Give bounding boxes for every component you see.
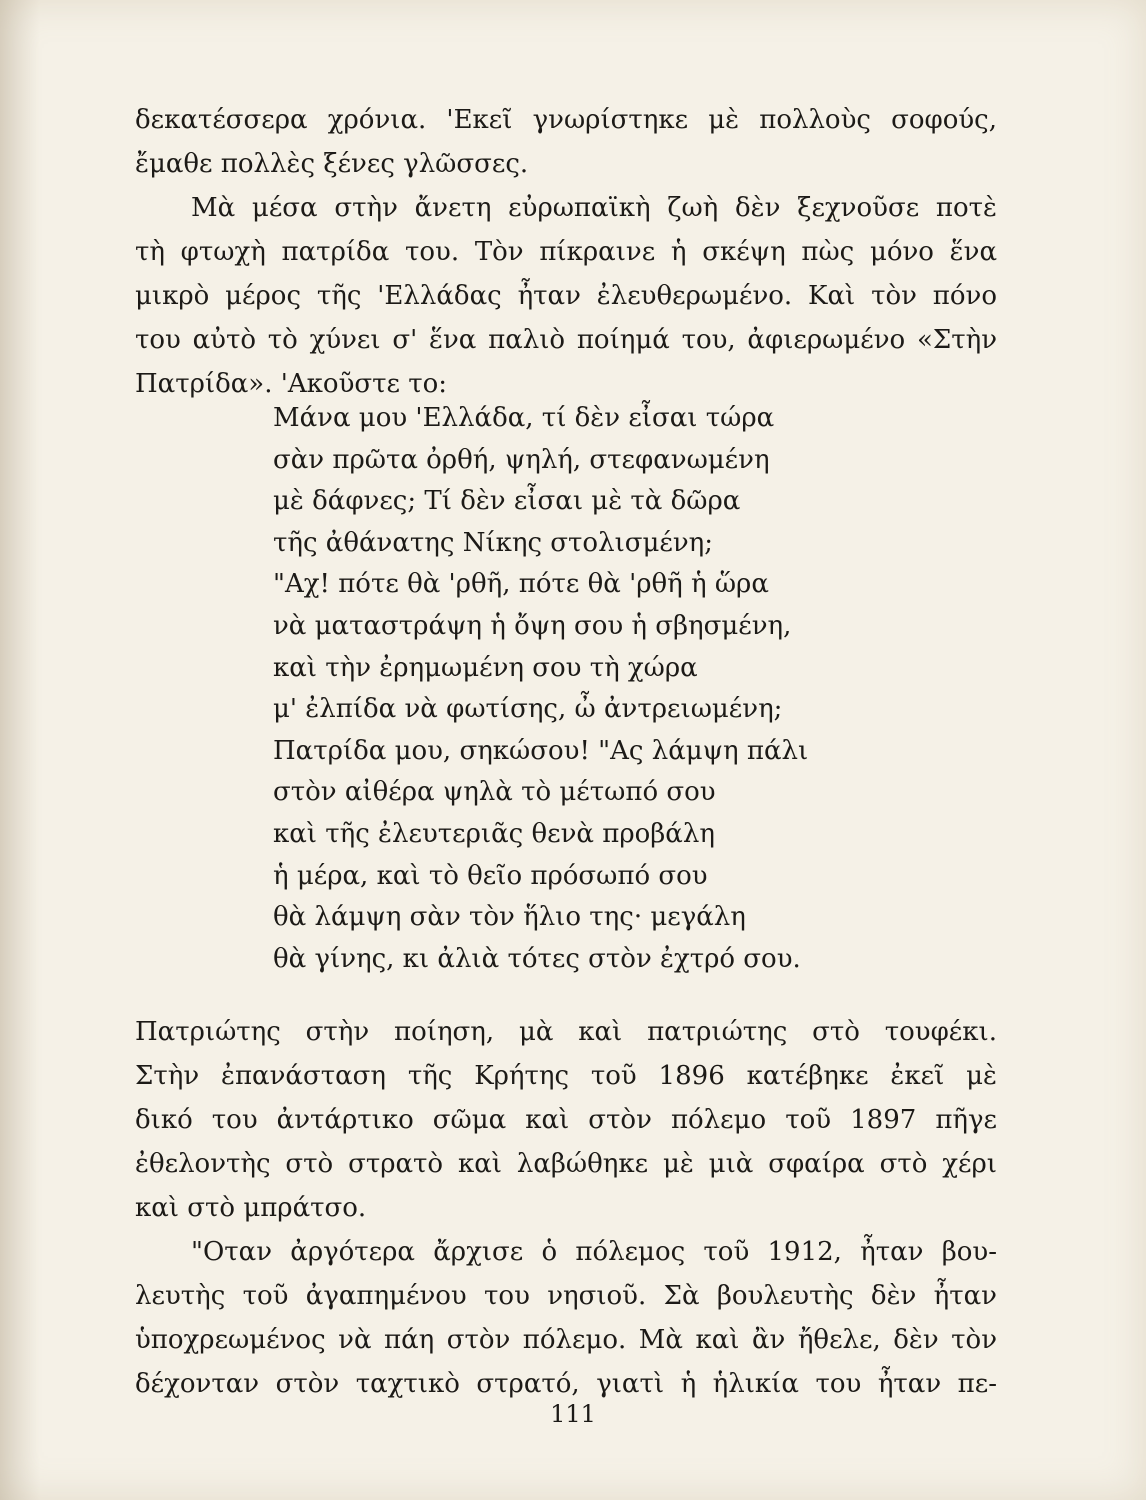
poem-line: σὰν πρῶτα ὀρθή, ψηλή, στεφανωμένη <box>273 444 770 475</box>
page-edge-shadow <box>0 0 40 1500</box>
page-number: 111 <box>550 1400 596 1428</box>
text-line: δέχονταν στὸν ταχτικὸ στρατό, γιατὶ ἡ ἡλικία του ἦταν πε- <box>135 1369 997 1399</box>
text-line: Στὴν ἐπανάσταση τῆς Κρήτης τοῦ 1896 κατέβηκε ἐκεῖ μὲ <box>135 1061 997 1091</box>
poem-line: καὶ τῆς ἐλευτεριᾶς θενὰ προβάλη <box>273 818 715 849</box>
poem-line: νὰ ματαστράψη ἡ ὄψη σου ἡ σβησμένη, <box>273 610 792 641</box>
poem-line: μ' ἐλπίδα νὰ φωτίσης, ὦ ἀντρειωμένη; <box>273 694 783 725</box>
text-line: "Οταν ἀργότερα ἄρχισε ὁ πόλεμος τοῦ 1912, ἦταν βου- <box>191 1237 997 1267</box>
text-line: τὴ φτωχὴ πατρίδα του. Τὸν πίκραινε ἡ σκέψη πὼς μόνο ἕνα <box>135 237 997 267</box>
text-line: Πατρίδα». 'Ακοῦστε το: <box>135 369 448 399</box>
poem-line: θὰ γίνης, κι ἀλιὰ τότες στὸν ἐχτρό σου. <box>273 943 801 974</box>
poem-line: Πατρίδα μου, σηκώσου! "Ας λάμψη πάλι <box>273 735 809 766</box>
text-line: Πατριώτης στὴν ποίηση, μὰ καὶ πατριώτης στὸ τουφέκι. <box>135 1017 997 1047</box>
prose-paragraph-bottom <box>135 1010 997 1406</box>
text-line: ἔμαθε πολλὲς ξένες γλῶσσες. <box>135 149 529 179</box>
poem-stanza <box>273 398 808 980</box>
poem-line: "Αχ! πότε θὰ 'ρθῆ, πότε θὰ 'ρθῆ ἡ ὥρα <box>273 569 769 600</box>
poem-line: στὸν αἰθέρα ψηλὰ τὸ μέτωπό σου <box>273 777 716 808</box>
text-line: μικρὸ μέρος τῆς 'Ελλάδας ἦταν ἐλευθερωμένο. Καὶ τὸν πόνο <box>135 281 997 311</box>
text-line: λευτὴς τοῦ ἀγαπημένου του νησιοῦ. Σὰ βουλευτὴς δὲν ἦταν <box>135 1281 997 1311</box>
text-line: ἐθελοντὴς στὸ στρατὸ καὶ λαβώθηκε μὲ μιὰ σφαίρα στὸ χέρι <box>135 1149 997 1179</box>
poem-line: καὶ τὴν ἐρημωμένη σου τὴ χώρα <box>273 652 698 683</box>
poem-line: ἡ μέρα, καὶ τὸ θεῖο πρόσωπό σου <box>273 860 708 891</box>
text-line: του αὐτὸ τὸ χύνει σ' ἕνα παλιὸ ποίημά του, ἀφιερωμένο «Στὴν <box>135 325 997 355</box>
text-line: ὑποχρεωμένος νὰ πάη στὸν πόλεμο. Μὰ καὶ ἂν ἤθελε, δὲν τὸν <box>135 1325 997 1355</box>
prose-paragraph-top <box>135 98 997 406</box>
text-line: καὶ στὸ μπράτσο. <box>135 1193 367 1223</box>
text-line: δεκατέσσερα χρόνια. 'Εκεῖ γνωρίστηκε μὲ πολλοὺς σοφούς, <box>135 105 997 135</box>
poem-line: θὰ λάμψη σὰν τὸν ἥλιο της· μεγάλη <box>273 902 746 933</box>
poem-line: Μάνα μου 'Ελλάδα, τί δὲν εἶσαι τώρα <box>273 403 775 433</box>
text-line: δικό του ἀντάρτικο σῶμα καὶ στὸν πόλεμο τοῦ 1897 πῆγε <box>135 1105 997 1135</box>
text-line: Μὰ μέσα στὴν ἄνετη εὐρωπαϊκὴ ζωὴ δὲν ξεχνοῦσε ποτὲ <box>191 193 997 223</box>
poem-line: μὲ δάφνες; Τί δὲν εἶσαι μὲ τὰ δῶρα <box>273 486 741 517</box>
poem-line: τῆς ἀθάνατης Νίκης στολισμένη; <box>273 527 714 558</box>
